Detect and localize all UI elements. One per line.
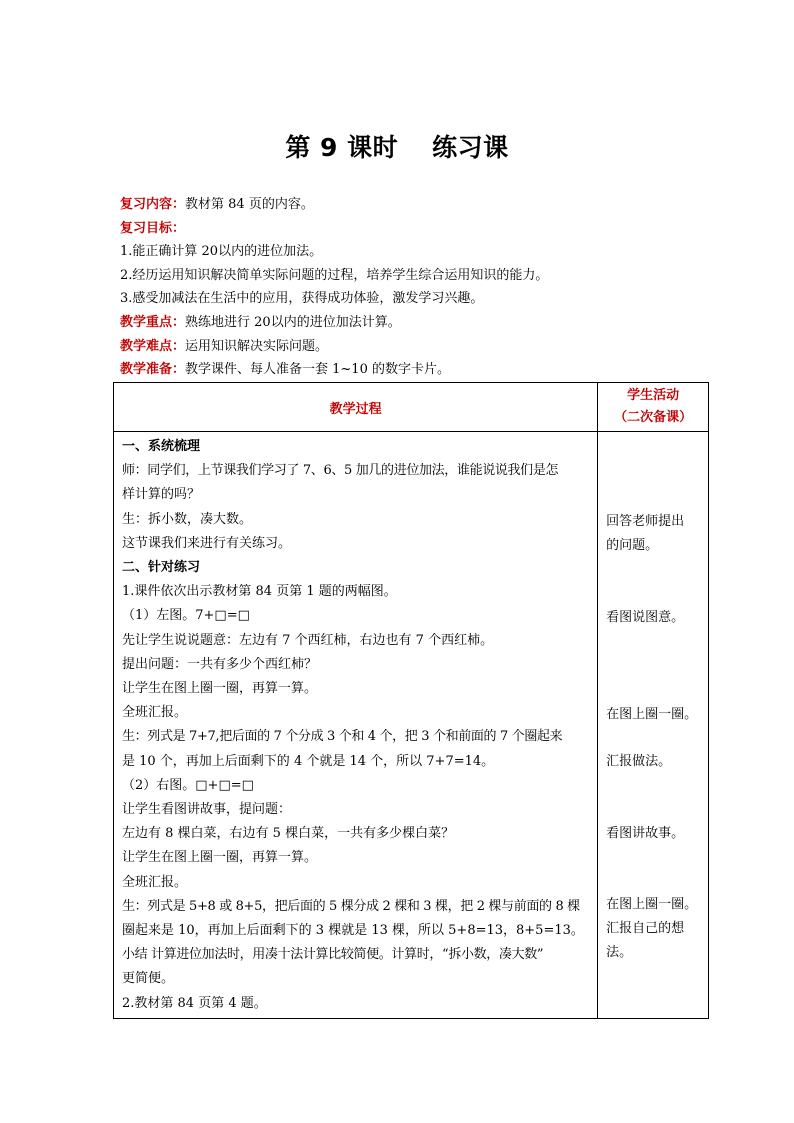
activity-note: 在图上圈一圈。: [606, 707, 698, 722]
text-line: 生：拆小数，凑大数。: [122, 511, 253, 527]
activity-note: 看图说图意。: [606, 610, 685, 625]
section-heading: 二、针对练习: [122, 560, 201, 576]
activity-note: 法。: [606, 945, 633, 960]
activity-note: 汇报自己的想: [606, 921, 685, 936]
activity-note: 看图讲故事。: [606, 826, 685, 841]
text-line: （2）右图。□+□=□: [122, 777, 254, 793]
text-line: 全班汇报。: [122, 874, 188, 890]
text-line: 生：列式是 7+7,把后面的 7 个分成 3 个和 4 个，把 3 个和前面的 7 个圈起来: [122, 729, 563, 745]
text-line: 这节课我们来进行有关练习。: [122, 535, 292, 551]
text-line: 1.课件依次出示教材第 84 页第 1 题的两幅图。: [122, 584, 397, 600]
text-line: 让学生在图上圈一圈，再算一算。: [122, 681, 318, 697]
text-line: 生：列式是 5+8 或 8+5，把后面的 5 棵分成 2 棵和 3 棵，把 2 棵与前面的 8 棵: [122, 898, 580, 914]
text-line: 先让学生说说题意：左边有 7 个西红柿，右边也有 7 个西红柿。: [122, 632, 494, 648]
objective-2: 2.经历运用知识解决简单实际问题的过程，培养学生综合运用知识的能力。: [120, 267, 549, 283]
info-key-point: 教学重点：熟练地进行 20以内的进位加法计算。: [120, 314, 401, 330]
activity-note: 回答老师提出: [606, 514, 685, 529]
title-topic: 练习课: [432, 133, 509, 162]
activity-note: 在图上圈一圈。: [606, 897, 698, 912]
text-line: 圈起来是 10，再加上后面剩下的 3 棵就是 13 棵，所以 5+8=13，8+5=13。: [122, 923, 584, 939]
section-heading: 一、系统梳理: [122, 439, 201, 454]
text-line: 左边有 8 棵白菜，右边有 5 棵白菜，一共有多少棵白菜？: [122, 826, 455, 842]
info-objectives: 复习目标：: [120, 220, 186, 236]
text-line: 全班汇报。: [122, 705, 188, 721]
header-student-activity: 学生活动 （二次备课）: [598, 383, 709, 432]
text-line: 让学生看图讲故事，提问题：: [122, 802, 292, 818]
text-line: 师：同学们，上节课我们学习了 7、6、5 加几的进位加法，谁能说说我们是怎: [122, 463, 559, 479]
teaching-process-table: [113, 382, 709, 1019]
objective-3: 3.感受加减法在生活中的应用，获得成功体验，激发学习兴趣。: [120, 291, 484, 307]
header-teaching-process: 教学过程: [114, 383, 598, 432]
text-line: （1）左图。7+□=□: [122, 608, 250, 624]
page-title: [0, 128, 794, 164]
lesson-info: [120, 193, 710, 382]
student-activity-content: [598, 432, 709, 1019]
info-content: 复习内容：教材第 84 页的内容。: [120, 197, 314, 212]
info-preparation: 教学准备：教学课件、每人准备一套 1~10 的数字卡片。: [120, 362, 450, 378]
text-line: 小结 计算进位加法时，用凑十法计算比较简便。计算时，“拆小数，凑大数”: [122, 947, 544, 963]
text-line: 2.教材第 84 页第 4 题。: [122, 995, 267, 1011]
activity-note: 汇报做法。: [606, 754, 672, 769]
activity-note: 的问题。: [606, 538, 659, 553]
info-difficulty: 教学难点：运用知识解决实际问题。: [120, 338, 329, 354]
text-line: 提出问题：一共有多少个西红柿？: [122, 656, 318, 672]
teaching-process-content: [114, 432, 598, 1019]
text-line: 是 10 个，再加上后面剩下的 4 个就是 14 个，所以 7+7=14。: [122, 753, 495, 769]
text-line: 样计算的吗？: [122, 487, 201, 503]
objective-1: 1.能正确计算 20以内的进位加法。: [120, 244, 323, 260]
text-line: 更简便。: [122, 971, 175, 987]
text-line: 让学生在图上圈一圈，再算一算。: [122, 850, 318, 866]
title-lesson: 第 9 课时: [285, 133, 399, 162]
